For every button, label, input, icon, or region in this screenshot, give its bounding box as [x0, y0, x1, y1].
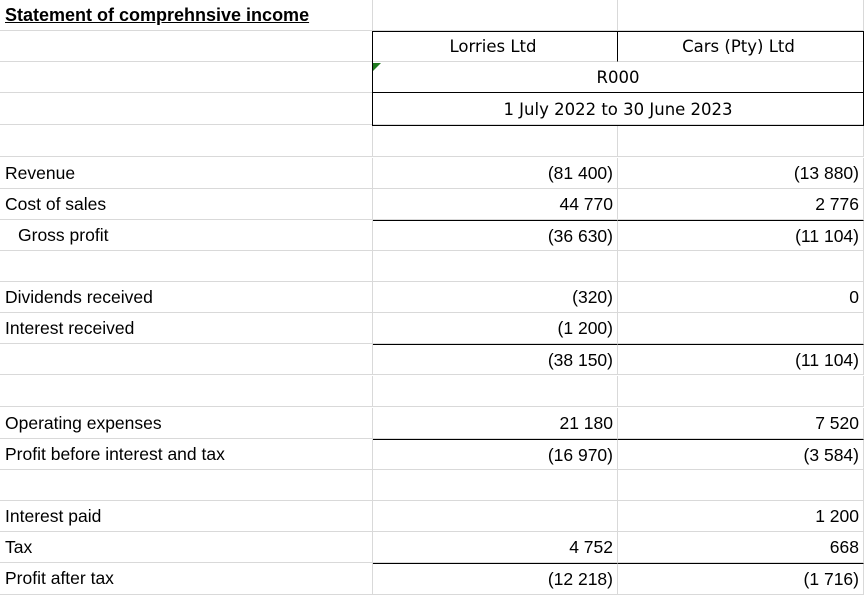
table-row [0, 189, 864, 220]
lorries-value[interactable]: (320) [373, 282, 618, 313]
cell-empty[interactable] [373, 251, 618, 282]
row-label[interactable]: Revenue [0, 158, 373, 189]
lorries-value[interactable]: (81 400) [373, 158, 618, 189]
reporting-period[interactable]: 1 July 2022 to 30 June 2023 [373, 94, 864, 125]
row-label[interactable]: Cost of sales [0, 189, 373, 220]
statement-title[interactable]: Statement of comprehnsive income [0, 0, 373, 31]
lorries-value[interactable]: 44 770 [373, 189, 618, 220]
cars-value[interactable] [618, 313, 864, 344]
entity-header-row [0, 31, 864, 62]
cars-value[interactable]: 2 776 [618, 189, 864, 220]
row-label[interactable]: Profit before interest and tax [0, 439, 373, 470]
blank-row [0, 470, 864, 501]
header-lorries-ltd[interactable]: Lorries Ltd [373, 31, 618, 62]
table-row [0, 282, 864, 313]
cars-value[interactable]: 668 [618, 532, 864, 563]
cars-value[interactable]: (11 104) [618, 220, 864, 251]
table-row [0, 158, 864, 189]
cell-empty[interactable] [373, 0, 618, 31]
header-cars-pty-ltd[interactable]: Cars (Pty) Ltd [618, 31, 864, 62]
cell-empty[interactable] [618, 376, 864, 407]
title-row [0, 0, 864, 31]
row-label[interactable]: Gross profit [0, 220, 373, 251]
lorries-value[interactable]: 4 752 [373, 532, 618, 563]
lorries-value[interactable]: (1 200) [373, 313, 618, 344]
cars-value[interactable]: 0 [618, 282, 864, 313]
cell-flag-icon [373, 63, 381, 71]
table-row [0, 439, 864, 470]
cell-empty[interactable] [618, 0, 864, 31]
table-row [0, 313, 864, 344]
cars-value[interactable]: (11 104) [618, 344, 864, 375]
cell-empty[interactable] [618, 126, 864, 157]
cars-value[interactable]: 7 520 [618, 408, 864, 439]
currency-row [0, 62, 864, 93]
row-label[interactable]: Interest received [0, 313, 373, 344]
currency-unit[interactable]: R000 [373, 62, 864, 93]
cell-empty[interactable] [0, 470, 373, 501]
table-row [0, 344, 864, 375]
lorries-value[interactable]: (12 218) [373, 563, 618, 595]
cell-empty[interactable] [618, 470, 864, 501]
period-row [0, 94, 864, 125]
blank-row [0, 376, 864, 407]
lorries-value[interactable]: (16 970) [373, 439, 618, 470]
lorries-value[interactable] [373, 501, 618, 532]
table-row [0, 220, 864, 251]
table-row [0, 408, 864, 439]
row-label[interactable]: Operating expenses [0, 408, 373, 439]
row-label[interactable] [0, 344, 373, 375]
lorries-value[interactable]: (38 150) [373, 344, 618, 375]
cars-value[interactable]: (1 716) [618, 563, 864, 595]
row-label[interactable]: Dividends received [0, 282, 373, 313]
blank-row [0, 251, 864, 282]
lorries-value[interactable]: (36 630) [373, 220, 618, 251]
lorries-value[interactable]: 21 180 [373, 408, 618, 439]
cell-empty[interactable] [0, 94, 373, 125]
cell-empty[interactable] [0, 31, 373, 62]
cell-empty[interactable] [373, 126, 618, 157]
blank-row [0, 126, 864, 157]
row-label[interactable]: Profit after tax [0, 563, 373, 595]
cell-empty[interactable] [373, 376, 618, 407]
cars-value[interactable]: 1 200 [618, 501, 864, 532]
row-label[interactable]: Interest paid [0, 501, 373, 532]
cell-empty[interactable] [0, 251, 373, 282]
cell-empty[interactable] [0, 376, 373, 407]
cell-empty[interactable] [0, 62, 373, 93]
row-label[interactable]: Tax [0, 532, 373, 563]
table-row [0, 563, 864, 595]
cell-empty[interactable] [373, 470, 618, 501]
cars-value[interactable]: (3 584) [618, 439, 864, 470]
cell-empty[interactable] [0, 126, 373, 157]
table-row [0, 532, 864, 563]
cars-value[interactable]: (13 880) [618, 158, 864, 189]
cell-empty[interactable] [618, 251, 864, 282]
table-row [0, 501, 864, 532]
